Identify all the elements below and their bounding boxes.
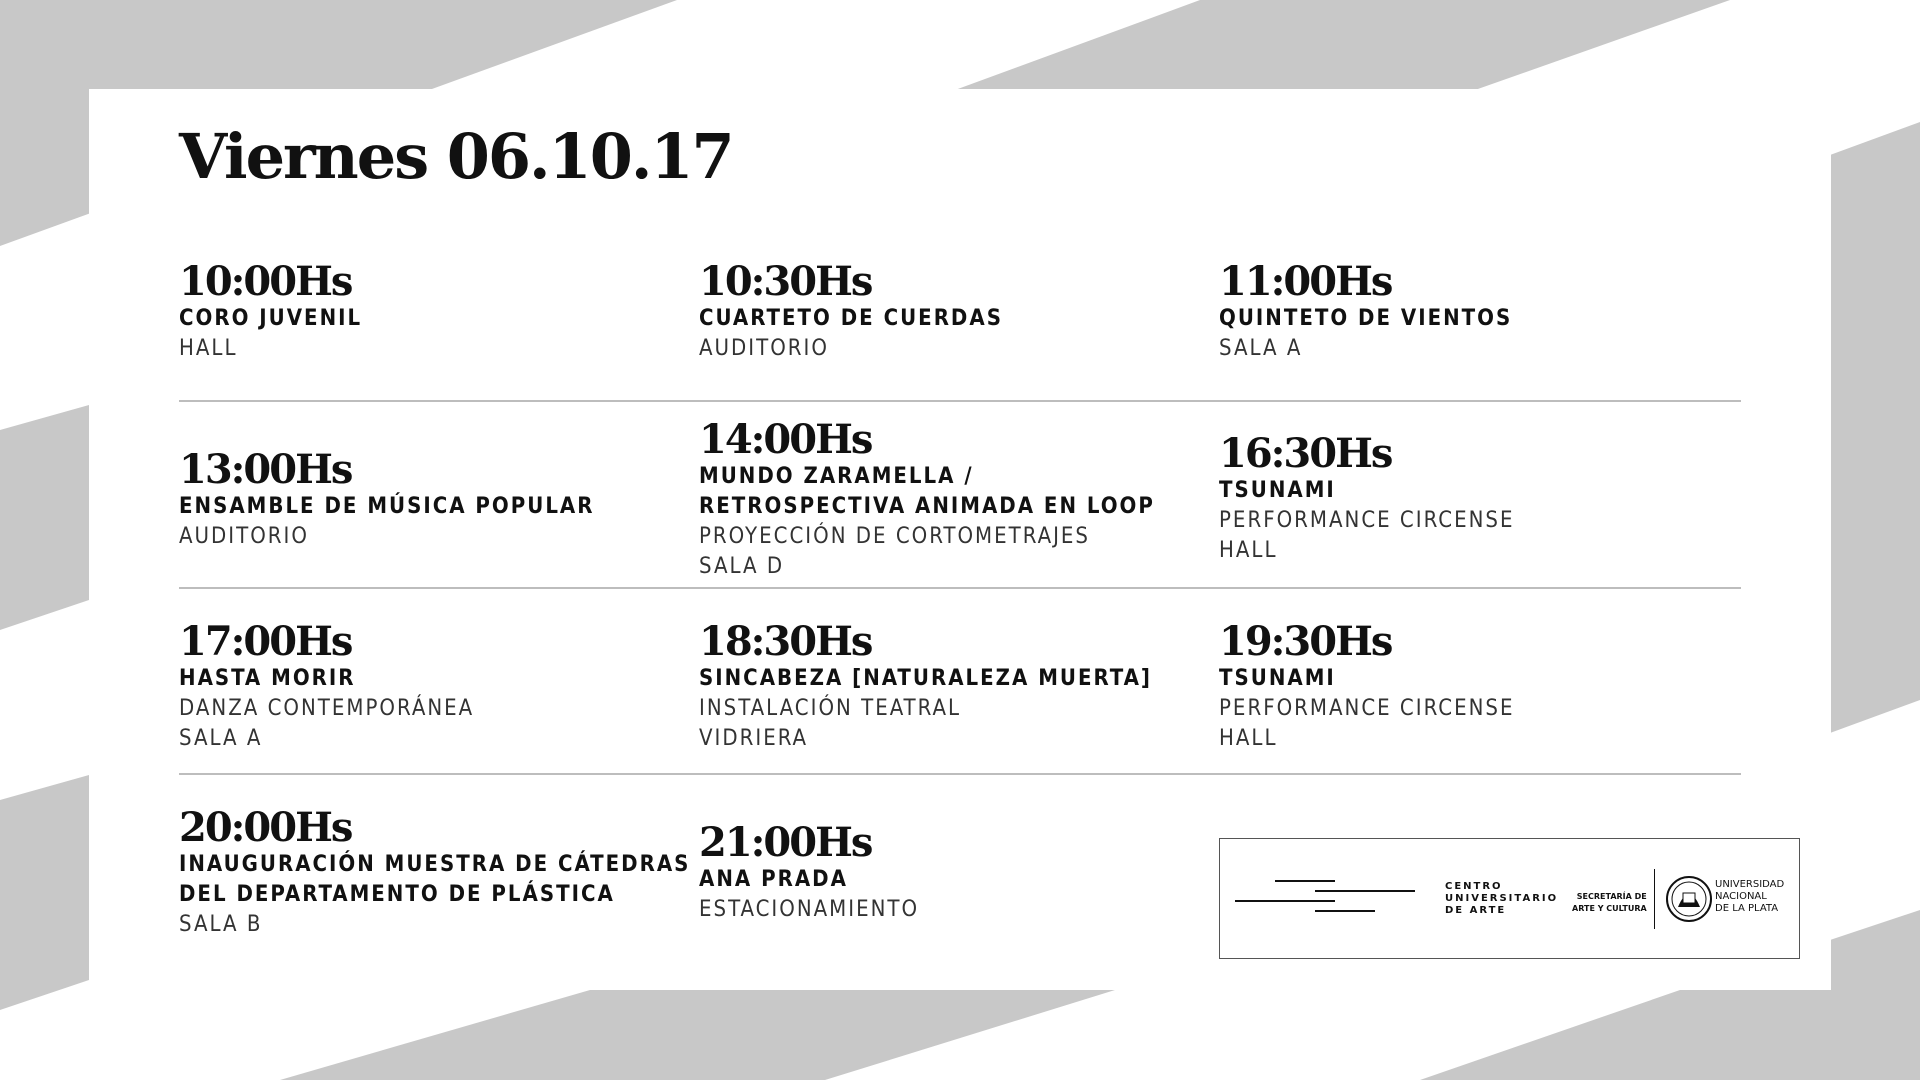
event-time: 21:00Hs (699, 819, 872, 866)
event-venue: ESTACIONAMIENTO (699, 897, 920, 922)
event-venue: AUDITORIO (179, 524, 309, 549)
event-block (699, 258, 1199, 364)
event-time: 16:30Hs (1219, 430, 1392, 477)
event-time: 13:00Hs (179, 446, 352, 493)
event-title: TSUNAMI (1219, 478, 1336, 503)
event-time: 10:00Hs (179, 258, 352, 305)
event-block (1219, 430, 1719, 566)
event-block (179, 618, 679, 754)
event-block (179, 258, 679, 364)
row-divider (179, 400, 1741, 402)
event-time: 18:30Hs (699, 618, 872, 665)
row-divider (179, 587, 1741, 589)
event-title: ANA PRADA (699, 867, 848, 892)
event-title: MUNDO ZARAMELLA / (699, 464, 974, 489)
logo-separator (1654, 869, 1655, 929)
secretaria-logo-text: SECRETARÍA DE ARTE Y CULTURA (1572, 892, 1647, 913)
event-venue: VIDRIERA (699, 726, 809, 751)
event-venue: AUDITORIO (699, 336, 829, 361)
event-time: 10:30Hs (699, 258, 872, 305)
row-divider (179, 773, 1741, 775)
event-time: 19:30Hs (1219, 618, 1392, 665)
event-venue: SALA A (1219, 336, 1303, 361)
event-subtitle: PERFORMANCE CIRCENSE (1219, 508, 1515, 533)
event-time: 17:00Hs (179, 618, 352, 665)
event-title: ENSAMBLE DE MÚSICA POPULAR (179, 494, 595, 519)
event-subtitle: DANZA CONTEMPORÁNEA (179, 696, 475, 721)
event-block (1219, 618, 1719, 754)
event-title: SINCABEZA [NATURALEZA MUERTA] (699, 666, 1152, 691)
event-subtitle: PERFORMANCE CIRCENSE (1219, 696, 1515, 721)
event-venue: HALL (1219, 538, 1278, 563)
event-title: INAUGURACIÓN MUESTRA DE CÁTEDRAS (179, 852, 691, 877)
event-venue: HALL (179, 336, 238, 361)
event-venue: HALL (1219, 726, 1278, 751)
event-block (1219, 258, 1719, 364)
event-time: 11:00Hs (1219, 258, 1392, 305)
event-block (699, 618, 1199, 754)
event-title: CORO JUVENIL (179, 306, 363, 331)
unlp-seal-icon (1664, 871, 1714, 927)
event-subtitle: INSTALACIÓN TEATRAL (699, 696, 962, 721)
page-title: Viernes 06.10.17 (179, 120, 733, 193)
event-block (179, 804, 691, 940)
event-venue: SALA B (179, 912, 263, 937)
event-title: QUINTETO DE VIENTOS (1219, 306, 1513, 331)
unlp-logo-text: UNIVERSIDAD NACIONAL DE LA PLATA (1715, 879, 1785, 914)
event-venue: SALA A (179, 726, 263, 751)
event-block (699, 416, 1199, 582)
cua-logo-text: CENTRO UNIVERSITARIO DE ARTE (1445, 881, 1559, 916)
event-block (179, 446, 679, 552)
cua-logo-mark (1235, 879, 1415, 919)
event-venue: SALA D (699, 554, 785, 579)
event-title: DEL DEPARTAMENTO DE PLÁSTICA (179, 882, 615, 907)
event-subtitle: PROYECCIÓN DE CORTOMETRAJES (699, 524, 1091, 549)
event-title: HASTA MORIR (179, 666, 356, 691)
event-title: RETROSPECTIVA ANIMADA EN LOOP (699, 494, 1155, 519)
event-time: 20:00Hs (179, 804, 352, 851)
event-title: TSUNAMI (1219, 666, 1336, 691)
sponsor-logos (1219, 838, 1800, 959)
event-block (699, 819, 1199, 925)
event-time: 14:00Hs (699, 416, 872, 463)
event-title: CUARTETO DE CUERDAS (699, 306, 1003, 331)
